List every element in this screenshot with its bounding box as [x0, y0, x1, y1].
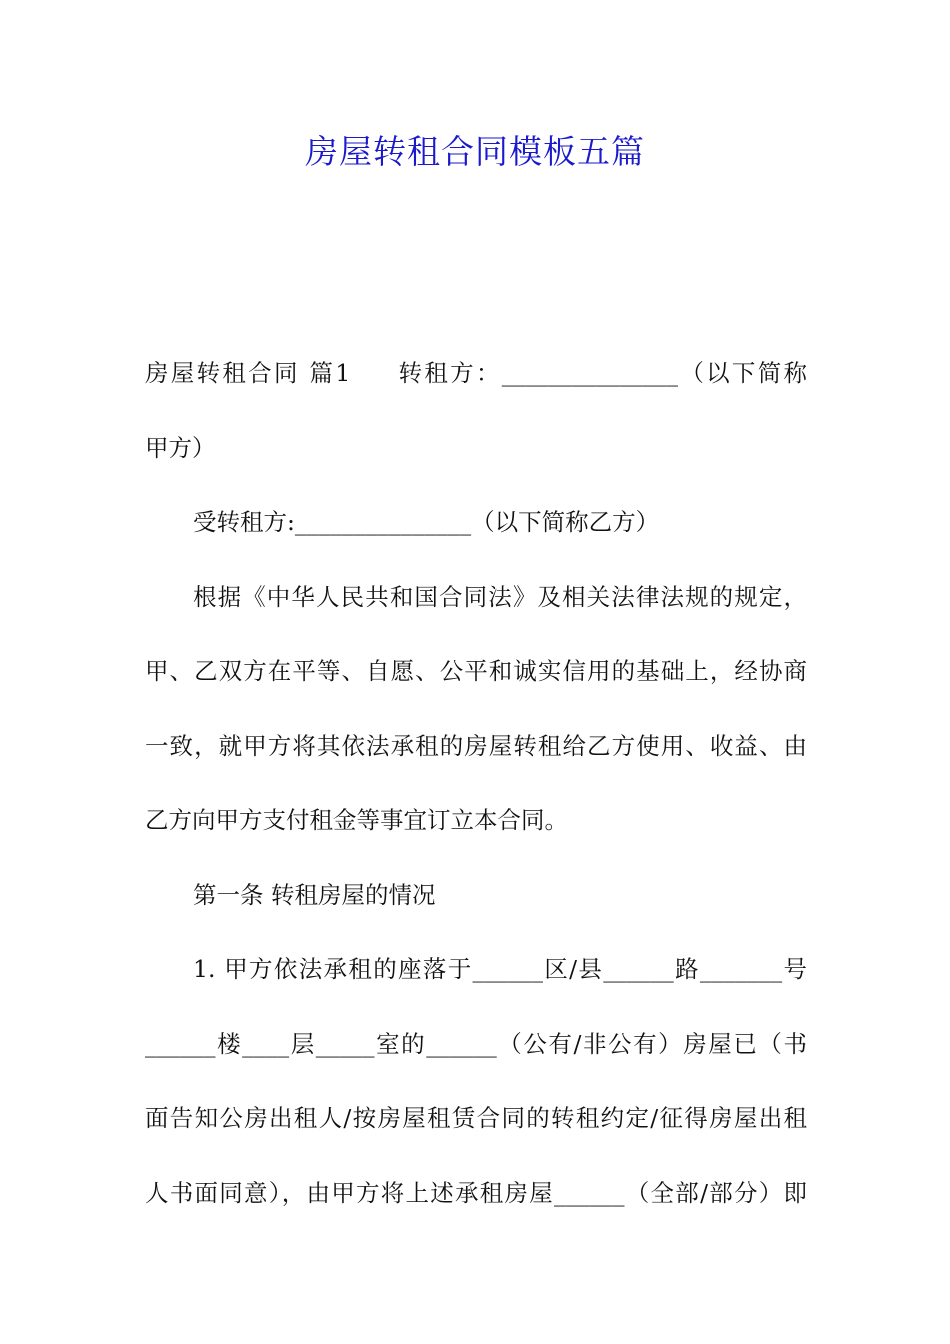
contract-heading: 房屋转租合同 篇1: [145, 359, 351, 387]
paragraph-line: 1. 甲方依法承租的座落于______区/县______路_______号: [193, 955, 807, 983]
document-title: 房屋转租合同模板五篇: [305, 132, 645, 171]
paragraph-line: 乙方向甲方支付租金等事宜订立本合同。: [145, 806, 568, 834]
paragraph-line: 一致，就甲方将其依法承租的房屋转租给乙方使用、收益、由: [145, 731, 807, 760]
document-body: [145, 336, 807, 1230]
paragraph-line: 人书面同意），由甲方将上述承租房屋______（全部/部分）即: [145, 1178, 807, 1207]
article-heading: 第一条 转租房屋的情况: [193, 880, 436, 909]
sublessor-label: 转租方：_______________（以下简称: [396, 359, 808, 387]
paragraph-line: 受转租方:_______________（以下简称乙方）: [193, 508, 660, 536]
paragraph-line: 面告知公房出租人/按房屋租赁合同的转租约定/征得房屋出租: [145, 1104, 807, 1132]
paragraph-line: 甲、乙双方在平等、自愿、公平和诚实信用的基础上，经协商: [145, 657, 807, 685]
paragraph-line: [145, 336, 807, 411]
paragraph-line: ______楼____层_____室的______（公有/非公有）房屋已（书: [145, 1029, 807, 1058]
paragraph-line: 甲方）: [145, 433, 216, 462]
paragraph-line: 根据《中华人民共和国合同法》及相关法律法规的规定，: [193, 582, 807, 611]
